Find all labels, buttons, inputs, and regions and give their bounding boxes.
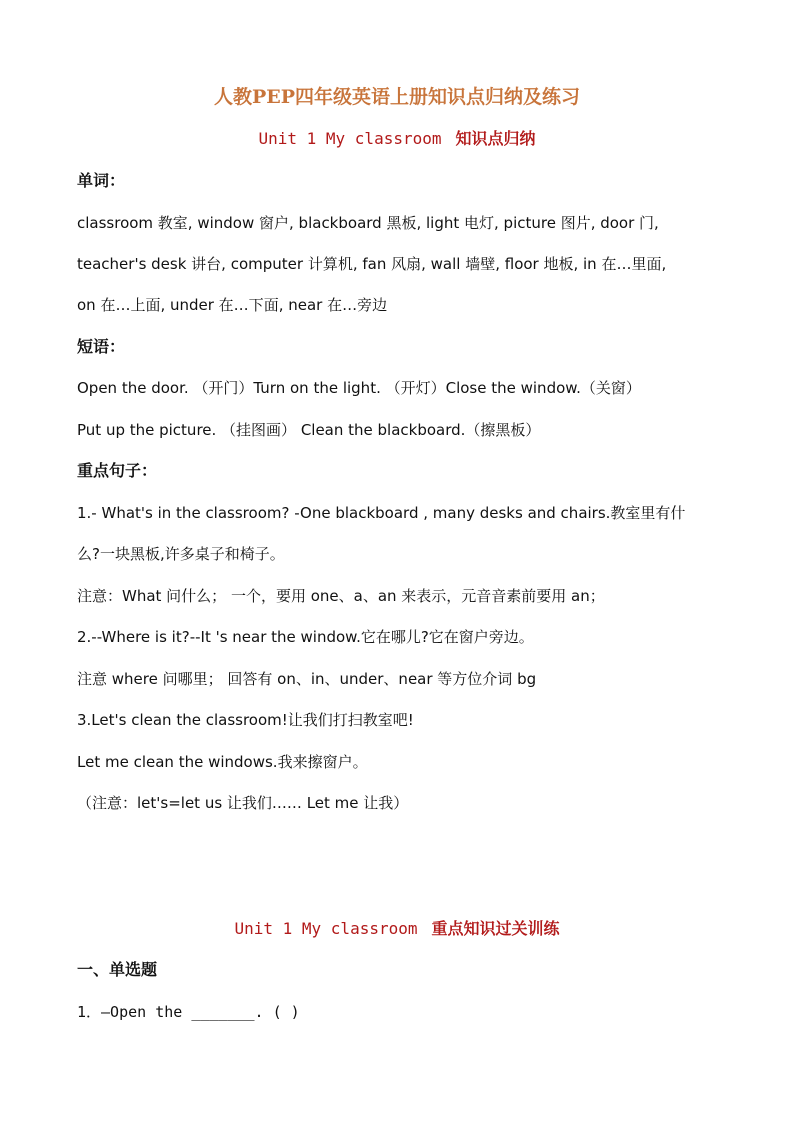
section-title-summary [0, 128, 794, 150]
section-title-label: 重点知识过关训练 [431, 919, 560, 938]
question-1: 1．—Open the _______. ( ) [77, 1003, 300, 1021]
section-title-label: 知识点归纳 [455, 129, 536, 148]
sentence-line: 3.Let's clean the classroom!让我们打扫教室吧! [77, 711, 414, 729]
sentence-note: 注意 where 问哪里； 回答有 on、in、under、near 等方位介词 bg [77, 670, 537, 688]
sentence-line: Let me clean the windows.我来擦窗户。 [77, 753, 368, 771]
words-line: teacher's desk 讲台, computer 计算机, fan 风扇, wall 墙壁, floor 地板, in 在…里面, [77, 255, 667, 273]
words-heading: 单词： [77, 171, 126, 190]
phrases-line: Open the door. （开门）Turn on the light. （开灯）Close the window.（关窗） [77, 379, 641, 397]
phrases-line: Put up the picture. （挂图画） Clean the blackboard.（擦黑板） [77, 421, 541, 439]
phrases-heading: 短语： [77, 337, 126, 356]
section-title-unit: Unit 1 My classroom [258, 129, 442, 148]
sentence-note: 注意：What 问什么； 一个，要用 one、a、an 来表示，元音音素前要用 an； [77, 587, 605, 605]
sentence-line: 2.--Where is it?--It 's near the window.它在哪儿?它在窗户旁边。 [77, 628, 534, 646]
sentences-heading: 重点句子： [77, 461, 158, 480]
words-line: on 在…上面, under 在…下面, near 在…旁边 [77, 296, 388, 314]
words-line: classroom 教室, window 窗户, blackboard 黑板, light 电灯, picture 图片, door 门, [77, 214, 659, 232]
sentence-note: （注意：let's=let us 让我们…… Let me 让我） [77, 794, 409, 812]
page-title: 人教PEP四年级英语上册知识点归纳及练习 [213, 86, 581, 108]
sentence-line: 1.- What's in the classroom? -One blackboard , many desks and chairs.教室里有什 [77, 504, 686, 522]
section-title-unit: Unit 1 My classroom [234, 919, 418, 938]
sentence-line: 么?一块黑板,许多桌子和椅子。 [77, 545, 285, 563]
mc-heading: 一、单选题 [77, 960, 158, 979]
section-title-practice [0, 918, 794, 940]
